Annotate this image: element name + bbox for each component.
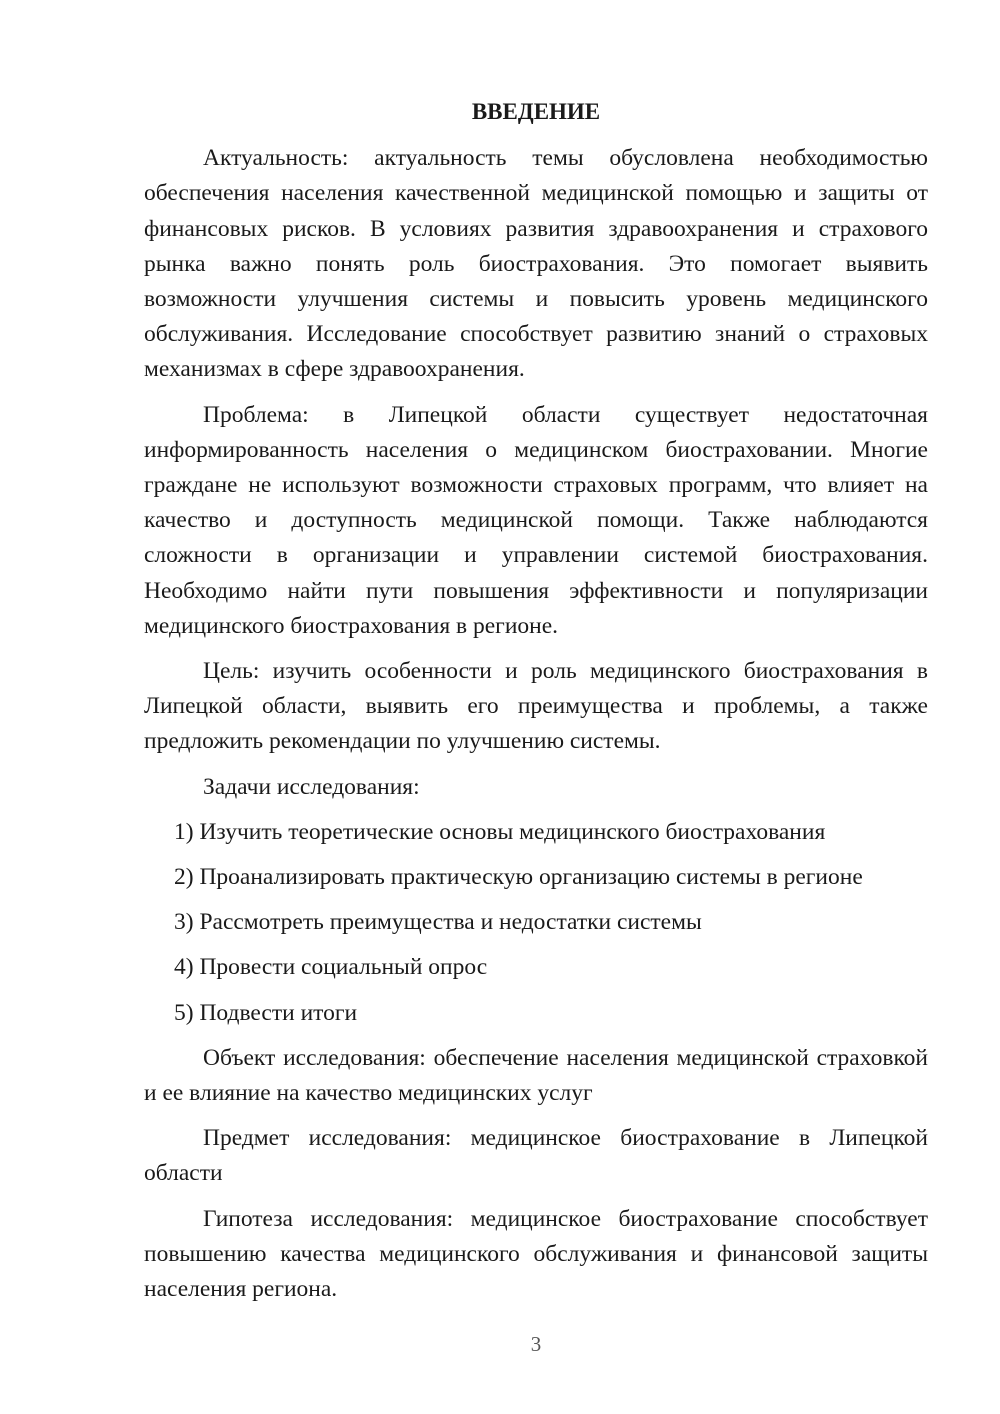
- tasks-list: [144, 815, 928, 1031]
- paragraph-relevance: Актуальность: актуальность темы обусловлена необходимостью обеспечения населения качественной медицинской помощью и защиты от финансовых рисков. В условиях развития здравоохранения и страхового рынка важно понять роль биострахования. Это помогает выявить возможности улучшения системы и повысить уровень медицинского обслуживания. Исследование способствует развитию знаний о страховых механизмах в сфере здравоохранения.: [144, 145, 928, 383]
- paragraph-hypothesis: Гипотеза исследования: медицинское биострахование способствует повышению качества медицинского обслуживания и финансовой защиты населения региона.: [144, 1205, 928, 1303]
- tasks-heading: Задачи исследования:: [203, 773, 420, 800]
- list-item: 4) Провести социальный опрос: [174, 954, 488, 981]
- paragraph-problem: Проблема: в Липецкой области существует недостаточная информированность населения о медицинском биостраховании. Многие граждане не используют возможности страховых программ, что влияет на качество и доступность медицинской помощи. Также наблюдаются сложности в организации и управлении системой биострахования. Необходимо найти пути повышения эффективности и популяризации медицинского биострахования в регионе.: [144, 401, 928, 639]
- list-item: 5) Подвести итоги: [174, 999, 358, 1026]
- paragraph-object: Объект исследования: обеспечение населения медицинской страховкой и ее влияние на качество медицинских услуг: [144, 1044, 928, 1107]
- list-item: 2) Проанализировать практическую организацию системы в регионе: [174, 864, 863, 891]
- list-item: 3) Рассмотреть преимущества и недостатки системы: [174, 909, 702, 936]
- page-number: 3: [530, 1332, 542, 1356]
- list-item: 1) Изучить теоретические основы медицинского биострахования: [174, 818, 826, 845]
- paragraph-subject: Предмет исследования: медицинское биострахование в Липецкой области: [144, 1125, 928, 1187]
- document-body: [144, 94, 928, 1317]
- page-title: ВВЕДЕНИЕ: [471, 99, 601, 124]
- paragraph-goal: Цель: изучить особенности и роль медицинского биострахования в Липецкой области, выявить его преимущества и проблемы, а также предложить рекомендации по улучшению системы.: [144, 658, 928, 755]
